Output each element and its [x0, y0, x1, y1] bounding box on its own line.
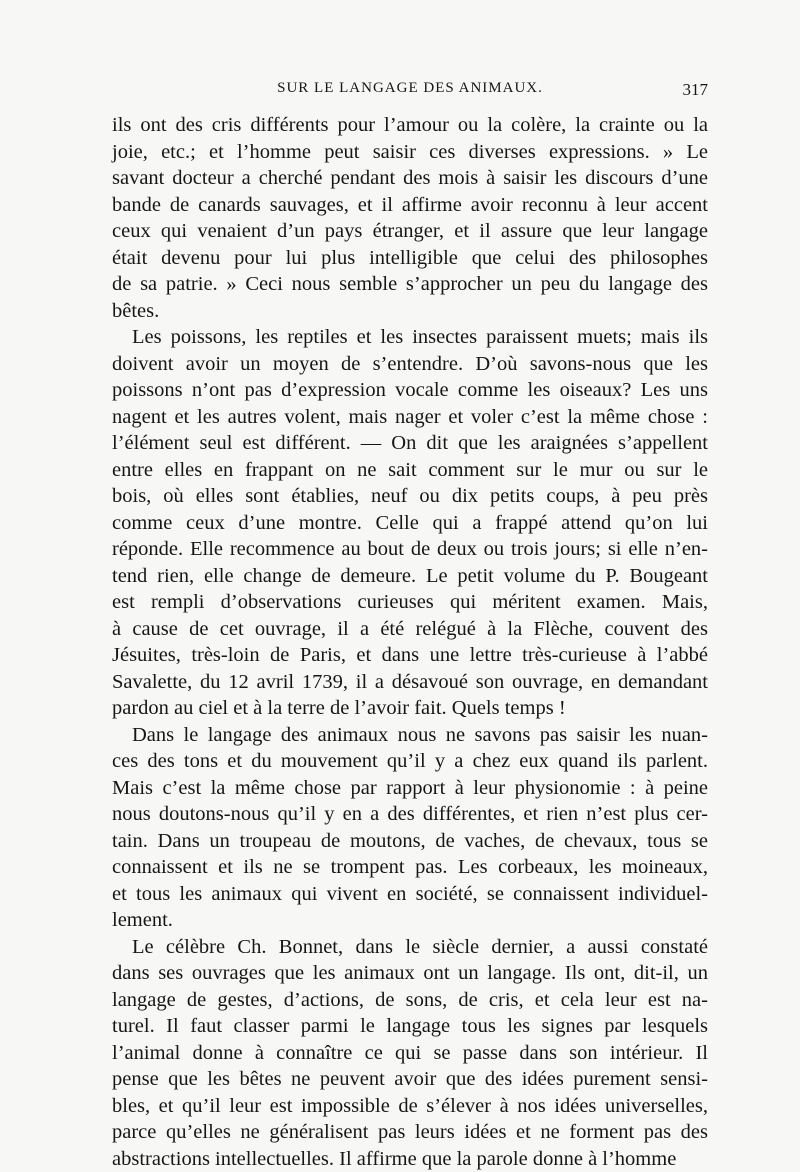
text-line: est rempli d’observations curieuses qui méritent examen. Mais, — [112, 589, 708, 616]
paragraph — [112, 112, 708, 324]
text-line: Dans le langage des animaux nous ne savons pas saisir les nuan- — [112, 722, 708, 749]
text-line: entre elles en frappant on ne sait comment sur le mur ou sur le — [112, 457, 708, 484]
text-line: Les poissons, les reptiles et les insectes paraissent muets; mais ils — [112, 324, 708, 351]
text-line: connaissent et ils ne se trompent pas. Les corbeaux, les moineaux, — [112, 854, 708, 881]
text-line: ceux qui venaient d’un pays étranger, et il assure que leur langage — [112, 218, 708, 245]
paragraph — [112, 934, 708, 1172]
text-line: nagent et les autres volent, mais nager et voler c’est la même chose : — [112, 404, 708, 431]
text-line: bles, et qu’il leur est impossible de s’élever à nos idées universelles, — [112, 1093, 708, 1120]
text-line: pardon au ciel et à la terre de l’avoir fait. Quels temps ! — [112, 695, 708, 722]
text-line: comme ceux d’une montre. Celle qui a frappé attend qu’on lui — [112, 510, 708, 537]
text-line: dans ses ouvrages que les animaux ont un langage. Ils ont, dit-il, un — [112, 960, 708, 987]
text-line: doivent avoir un moyen de s’entendre. D’où savons-nous que les — [112, 351, 708, 378]
text-line: lement. — [112, 907, 708, 934]
text-line: tain. Dans un troupeau de moutons, de vaches, de chevaux, tous se — [112, 828, 708, 855]
text-line: nous doutons-nous qu’il y en a des différentes, et rien n’est plus cer- — [112, 801, 708, 828]
text-line: ils ont des cris différents pour l’amour ou la colère, la crainte ou la — [112, 112, 708, 139]
paragraph — [112, 324, 708, 722]
text-line: langage de gestes, d’actions, de sons, de cris, et cela leur est na- — [112, 987, 708, 1014]
text-line: ces des tons et du mouvement qu’il y a chez eux quand ils parlent. — [112, 748, 708, 775]
text-line: turel. Il faut classer parmi le langage tous les signes par lesquels — [112, 1013, 708, 1040]
text-line: l’élément seul est différent. — On dit que les araignées s’appellent — [112, 430, 708, 457]
text-line: bêtes. — [112, 298, 708, 325]
text-line: bande de canards sauvages, et il affirme avoir reconnu à leur accent — [112, 192, 708, 219]
text-line: parce qu’elles ne généralisent pas leurs idées et ne forment pas des — [112, 1119, 708, 1146]
text-line: et tous les animaux qui vivent en société, se connaissent individuel- — [112, 881, 708, 908]
text-line: réponde. Elle recommence au bout de deux ou trois jours; si elle n’en- — [112, 536, 708, 563]
text-line: savant docteur a cherché pendant des mois à saisir les discours d’une — [112, 165, 708, 192]
page-number: 317 — [683, 80, 709, 100]
page-header — [112, 80, 708, 102]
text-line: poissons n’ont pas d’expression vocale comme les oiseaux? Les uns — [112, 377, 708, 404]
text-line: Jésuites, très-loin de Paris, et dans une lettre très-curieuse à l’abbé — [112, 642, 708, 669]
body-text — [112, 112, 708, 1172]
text-line: Le célèbre Ch. Bonnet, dans le siècle dernier, a aussi constaté — [112, 934, 708, 961]
text-line: était devenu pour lui plus intelligible que celui des philosophes — [112, 245, 708, 272]
text-line: l’animal donne à connaître ce qui se passe dans son intérieur. Il — [112, 1040, 708, 1067]
text-line: joie, etc.; et l’homme peut saisir ces diverses expressions. » Le — [112, 139, 708, 166]
text-line: de sa patrie. » Ceci nous semble s’approcher un peu du langage des — [112, 271, 708, 298]
text-line: Savalette, du 12 avril 1739, il a désavoué son ouvrage, en demandant — [112, 669, 708, 696]
text-line: pense que les bêtes ne peuvent avoir que des idées purement sensi- — [112, 1066, 708, 1093]
text-line: Mais c’est la même chose par rapport à leur physionomie : à peine — [112, 775, 708, 802]
running-head: SUR LE LANGAGE DES ANIMAUX. — [112, 80, 708, 97]
text-line: abstractions intellectuelles. Il affirme que la parole donne à l’homme — [112, 1146, 708, 1172]
paragraph — [112, 722, 708, 934]
text-line: tend rien, elle change de demeure. Le petit volume du P. Bougeant — [112, 563, 708, 590]
text-line: bois, où elles sont établies, neuf ou dix petits coups, à peu près — [112, 483, 708, 510]
text-line: à cause de cet ouvrage, il a été relégué à la Flèche, couvent des — [112, 616, 708, 643]
